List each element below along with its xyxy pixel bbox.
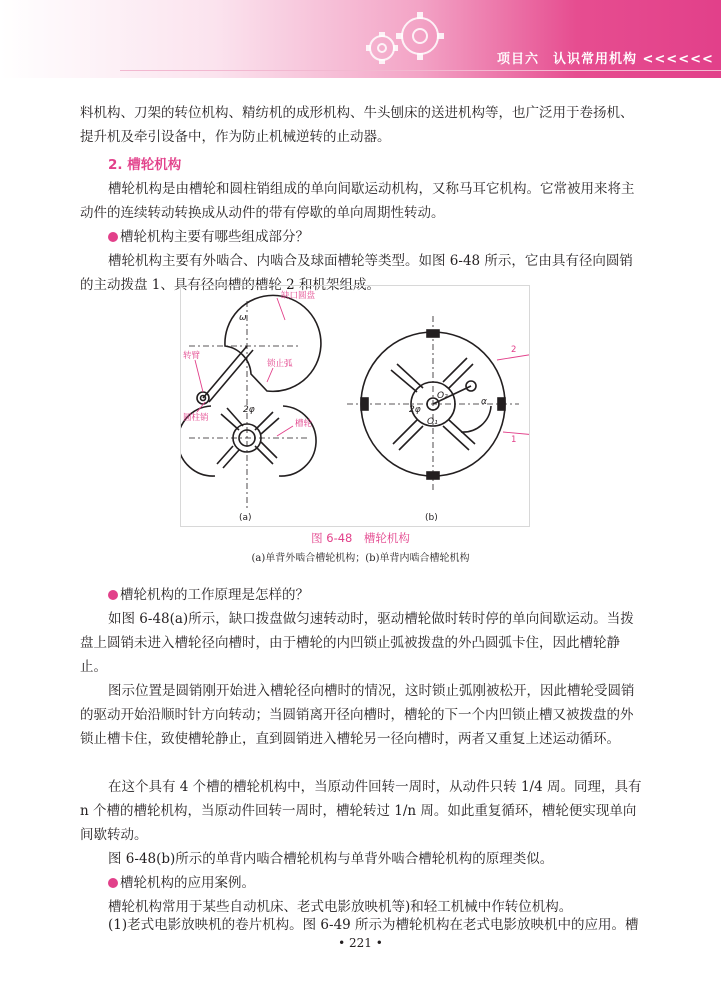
paragraph-2: 槽轮机构是由槽轮和圆柱销组成的单向间歇运动机构，又称马耳它机构。它常被用来将主动件的连续转动转换成从动件的带有停歇的单向周期性转动。 [80,181,635,221]
label-pin: 圆柱销 [183,413,209,423]
question-1 [108,225,309,249]
gear-decoration-icon [348,2,458,76]
question-2 [108,583,309,607]
paragraph-7: 图 6-48(b)所示的单背内啮合槽轮机构与单背外啮合槽轮机构的原理类似。 [108,851,554,867]
figure-subcaption: (a)单背外啮合槽轮机构；(b)单背内啮合槽轮机构 [251,553,470,564]
paragraph-4: 如图 6-48(a)所示，缺口拨盘做匀速转动时，驱动槽轮做时转时停的单向间歇运动。当拨盘上圆销未进入槽轮径向槽时，由于槽轮的内凹锁止弧被拨盘的外凸圆弧卡住，因此槽轮静止。 [80,611,634,675]
paragraph-6: 在这个具有 4 个槽的槽轮机构中，当原动件回转一周时，从动件只转 1/4 周。同理，具有 n 个槽的槽轮机构，当原动件回转一周时，槽轮转过 1/n 周。如此重复循环，槽轮便实现单向间歇转动。 [80,779,642,843]
label-2phi-b: 2φ [409,405,421,415]
label-b: (b) [425,513,438,523]
label-a: (a) [239,513,252,523]
label-omega: ω [239,313,247,323]
question-1-text: 槽轮机构主要有哪些组成部分？ [120,229,309,245]
paragraph-3: 槽轮机构主要有外啮合、内啮合及球面槽轮等类型。如图 6-48 所示，它由具有径向圆销的主动拨盘 1、具有径向槽的槽轮 2 和机架组成。 [80,253,633,293]
label-part-2: 2 [511,345,517,355]
question-2-text: 槽轮机构的工作原理是怎样的？ [120,587,309,603]
page-header [0,0,721,78]
label-lock-arc: 锁止弧 [267,359,293,369]
paragraph-9: (1)老式电影放映机的卷片机构。图 6-49 所示为槽轮机构在老式电影放映机中的应用。槽 [108,917,639,933]
figure-caption: 图 6-48 槽轮机构 [311,531,410,545]
header-rule [120,70,721,71]
question-3-text: 槽轮机构的应用案例。 [120,875,255,891]
question-3 [108,871,255,895]
paragraph-1: 料机构、刀架的转位机构、精纺机的成形机构、牛头刨床的送进机构等，也广泛用于卷扬机、提升机及牵引设备中，作为防止机械逆转的止动器。 [80,105,634,145]
bullet-icon [108,590,118,600]
notched-disc [225,295,321,391]
label-crank: 转臂 [183,351,201,361]
header-title: 项目六 认识常用机构 <<<<<< [497,52,714,67]
label-part-1: 1 [511,435,517,445]
label-o1: O₁ [427,417,438,427]
paragraph-8: 槽轮机构常用于某些自动机床、老式电影放映机等)和轻工机械中作转位机构。 [108,899,573,915]
label-2phi-a: 2φ [243,405,255,415]
label-alpha: α [481,397,487,407]
bullet-icon [108,878,118,888]
label-notch-arc: 缺口圆盘 [281,291,316,301]
paragraph-5: 图示位置是圆销刚开始进入槽轮径向槽时的情况，这时锁止弧刚被松开，因此槽轮受圆销的驱动开始沿顺时针方向转动；当圆销离开径向槽时，槽轮的下一个内凹锁止槽又被拨盘的外锁止槽卡住，致使槽轮静止，直到圆销进入槽轮另一径向槽时，两者又重复上述运动循环。 [80,683,635,747]
section-heading: 2. 槽轮机构 [108,157,182,173]
label-o2: O₂ [437,391,448,401]
bullet-icon [108,232,118,242]
figure-6-48 [180,285,530,527]
label-wheel: 槽轮 [295,419,313,429]
geneva-mechanism-diagram [181,286,529,526]
page-number: • 221 • [338,936,383,950]
